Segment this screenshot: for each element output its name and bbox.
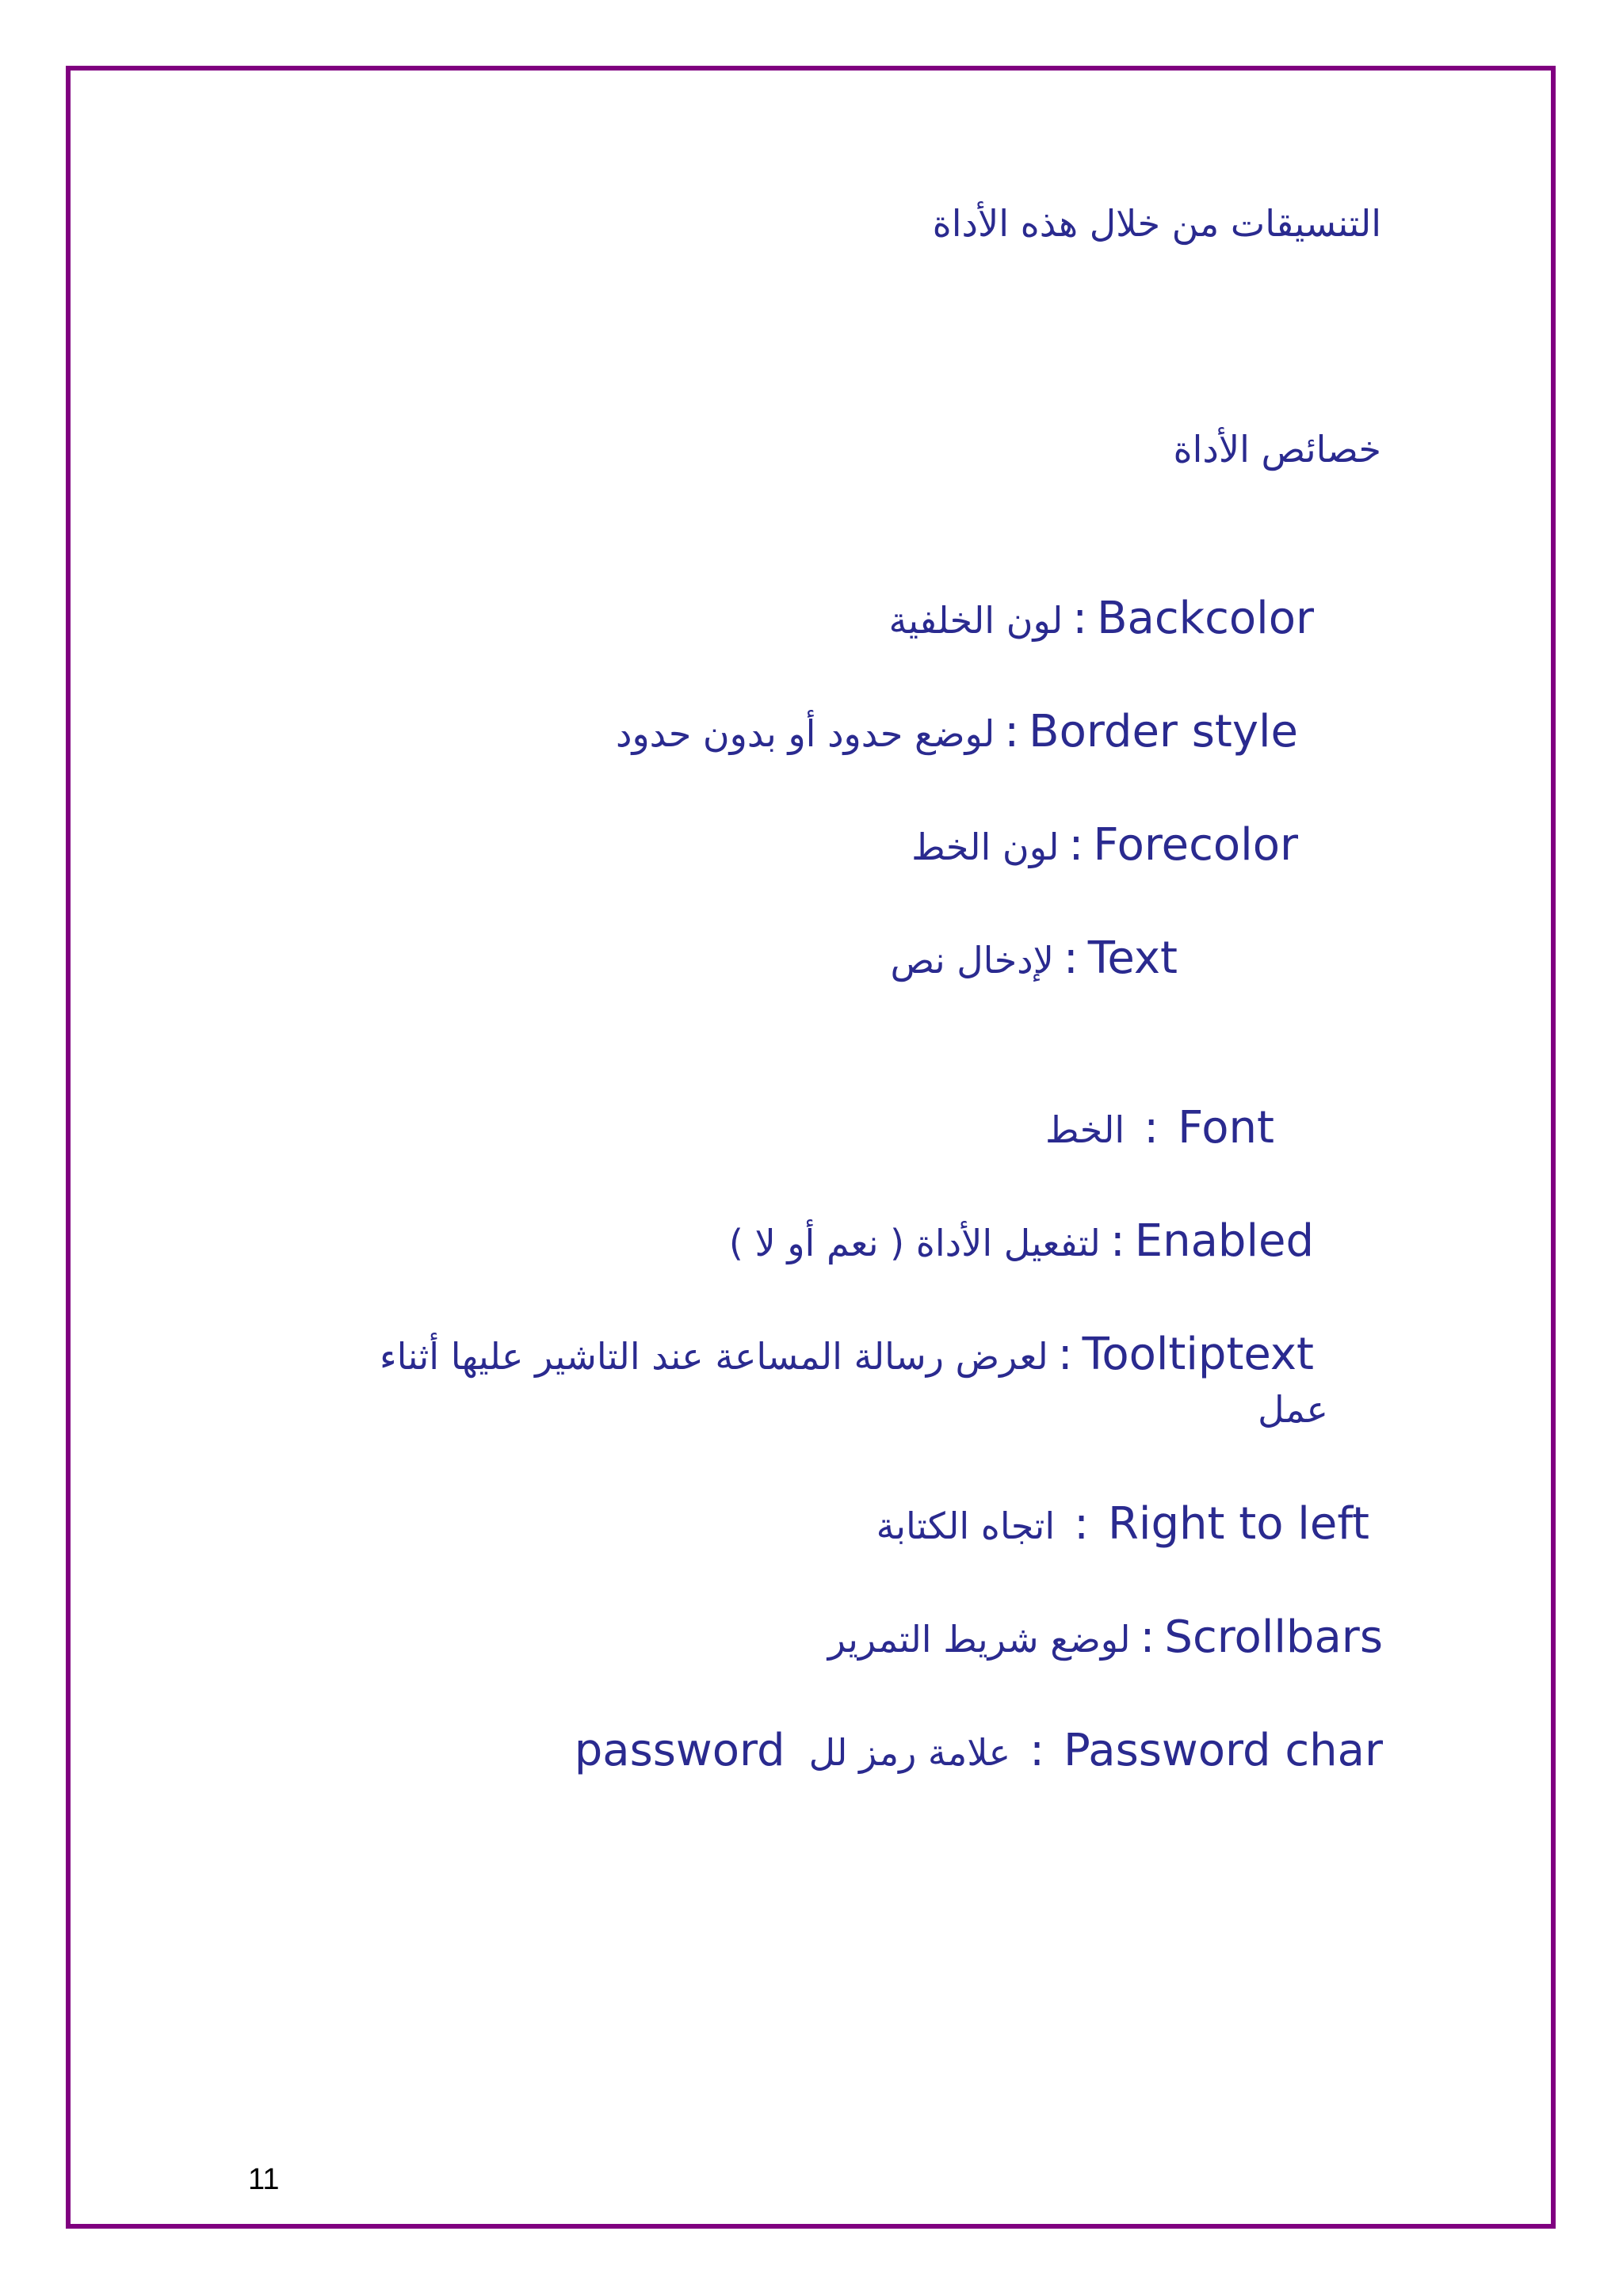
property-name: Enabled [1134,1215,1314,1267]
property-separator: : [1109,1215,1125,1267]
property-description: لون الخط [911,826,1060,868]
intro-heading: التنسيقات من خلال هذه الأداة [932,202,1381,245]
property-separator: : [1063,933,1079,984]
property-description: لإدخال نص [890,939,1054,982]
property-description: علامة رمز لل [808,1731,1011,1774]
property-text [890,933,1178,984]
property-separator: : [1029,1725,1044,1776]
property-enabled [729,1215,1314,1267]
property-right-to-left [876,1498,1369,1550]
property-separator: : [1057,1329,1073,1380]
property-name: Font [1178,1102,1274,1154]
property-border-style [616,706,1298,757]
property-description-continued: عمل [1258,1388,1328,1431]
property-description-suffix: password [574,1725,785,1776]
property-separator: : [1072,593,1088,644]
property-description: لعرض رسالة المساعة عند التاشير عليها أثناء [379,1335,1048,1378]
property-backcolor [889,593,1314,644]
page-border [66,66,1556,2229]
property-forecolor [911,819,1298,871]
page-number: 11 [248,2163,280,2196]
property-name: Tooltiptext [1082,1329,1314,1380]
property-description: لون الخلفية [888,599,1064,642]
section-title: خصائص الأداة [1173,428,1381,471]
property-name: Right to left [1108,1498,1369,1550]
property-font [1045,1102,1274,1154]
property-name: Forecolor [1093,819,1298,871]
property-password-char [575,1725,1383,1776]
property-name: Scrollbars [1164,1611,1383,1663]
property-tooltiptext [380,1329,1314,1380]
property-separator: : [1140,1611,1155,1663]
property-separator: : [1144,1102,1159,1154]
property-separator: : [1004,706,1020,757]
property-name: Border style [1029,706,1298,757]
property-separator: : [1068,819,1084,871]
property-name: Text [1087,933,1178,984]
property-description: لوضع شريط التمرير [827,1618,1131,1661]
property-separator: : [1074,1498,1090,1550]
property-description: اتجاه الكتابة [876,1505,1056,1547]
property-scrollbars [828,1611,1383,1663]
property-name: Password char [1064,1725,1383,1776]
property-name: Backcolor [1097,593,1314,644]
property-description: لتفعيل الأداة ( نعم أو لا ) [728,1222,1101,1264]
property-description: الخط [1045,1108,1125,1151]
property-description: لوضع حدود أو بدون حدود [615,712,995,755]
